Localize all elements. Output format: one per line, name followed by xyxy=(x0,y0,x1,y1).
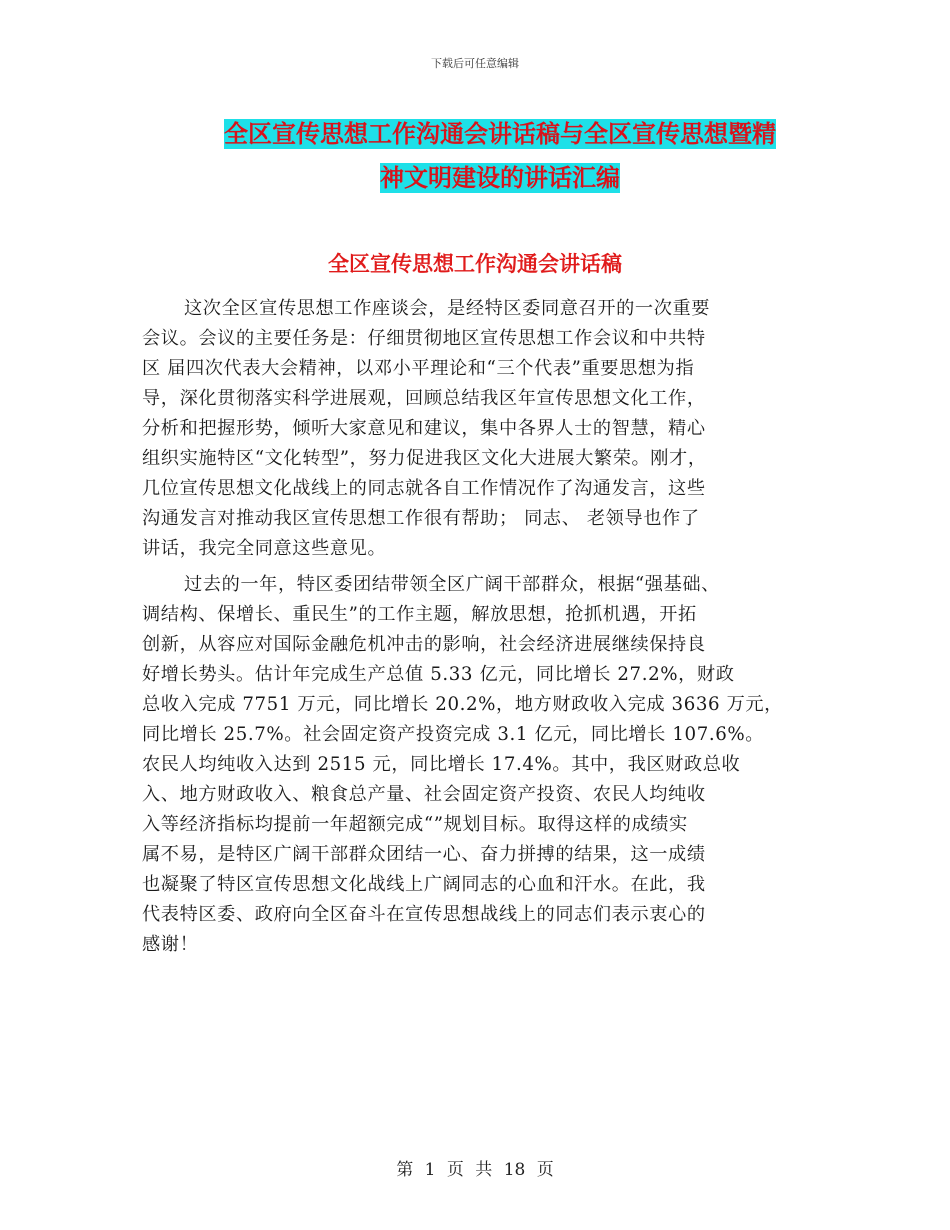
text-line: 会议。会议的主要任务是：仔细贯彻地区宣传思想工作会议和中共特 xyxy=(142,328,706,349)
body-text xyxy=(142,294,818,960)
text-line: 过去的一年，特区委团结带领全区广阔干部群众，根据“强基础、 xyxy=(184,574,720,595)
page-header-note: 下载后可任意编辑 xyxy=(431,57,519,70)
text-line: 属不易，是特区广阔干部群众团结一心、奋力拼搏的结果，这一成绩 xyxy=(142,844,706,865)
text-line: 调结构、保增长、重民生”的工作主题，解放思想，抢抓机遇，开拓 xyxy=(142,604,697,625)
paragraph xyxy=(142,294,818,564)
text-line: 这次全区宣传思想工作座谈会，是经特区委同意召开的一次重要 xyxy=(184,298,711,319)
text-line: 入、地方财政收入、粮食总产量、社会固定资产投资、农民人均纯收 xyxy=(142,784,706,805)
document-title xyxy=(120,112,880,200)
text-line: 感谢！ xyxy=(142,934,199,955)
text-line: 入等经济指标均提前一年超额完成“”规划目标。取得这样的成绩实 xyxy=(142,814,688,835)
text-line: 导，深化贯彻落实科学进展观，回顾总结我区年宣传思想文化工作， xyxy=(142,388,706,409)
text-line: 总收入完成 7751 万元，同比增长 20.2%，地方财政收入完成 3636 万元， xyxy=(142,694,783,715)
text-line: 组织实施特区“文化转型”，努力促进我区文化大进展大繁荣。刚才， xyxy=(142,448,707,469)
document-title-line-1: 全区宣传思想工作沟通会讲话稿与全区宣传思想暨精 xyxy=(224,120,776,148)
text-line: 创新，从容应对国际金融危机冲击的影响，社会经济进展继续保持良 xyxy=(142,634,706,655)
paragraph xyxy=(142,570,818,960)
text-line: 区 届四次代表大会精神，以邓小平理论和“三个代表”重要思想为指 xyxy=(142,358,695,379)
text-line: 好增长势头。估计年完成生产总值 5.33 亿元，同比增长 27.2%，财政 xyxy=(142,664,735,685)
text-line: 几位宣传思想文化战线上的同志就各自工作情况作了沟通发言，这些 xyxy=(142,478,706,499)
text-line: 分析和把握形势，倾听大家意见和建议，集中各界人士的智慧，精心 xyxy=(142,418,706,439)
text-line: 讲话，我完全同意这些意见。 xyxy=(142,538,387,559)
document-title-line-2: 神文明建设的讲话汇编 xyxy=(380,164,620,192)
text-line: 同比增长 25.7%。社会固定资产投资完成 3.1 亿元，同比增长 107.6%。 xyxy=(142,724,765,745)
section-title: 全区宣传思想工作沟通会讲话稿 xyxy=(328,252,622,276)
text-line: 沟通发言对推动我区宣传思想工作很有帮助； 同志、 老领导也作了 xyxy=(142,508,700,529)
text-line: 农民人均纯收入达到 2515 元，同比增长 17.4%。其中，我区财政总收 xyxy=(142,754,741,775)
text-line: 代表特区委、政府向全区奋斗在宣传思想战线上的同志们表示衷心的 xyxy=(142,904,706,925)
text-line: 也凝聚了特区宣传思想文化战线上广阔同志的心血和汗水。在此，我 xyxy=(142,874,706,895)
page-number: 第 1 页 共 18 页 xyxy=(396,1160,554,1180)
